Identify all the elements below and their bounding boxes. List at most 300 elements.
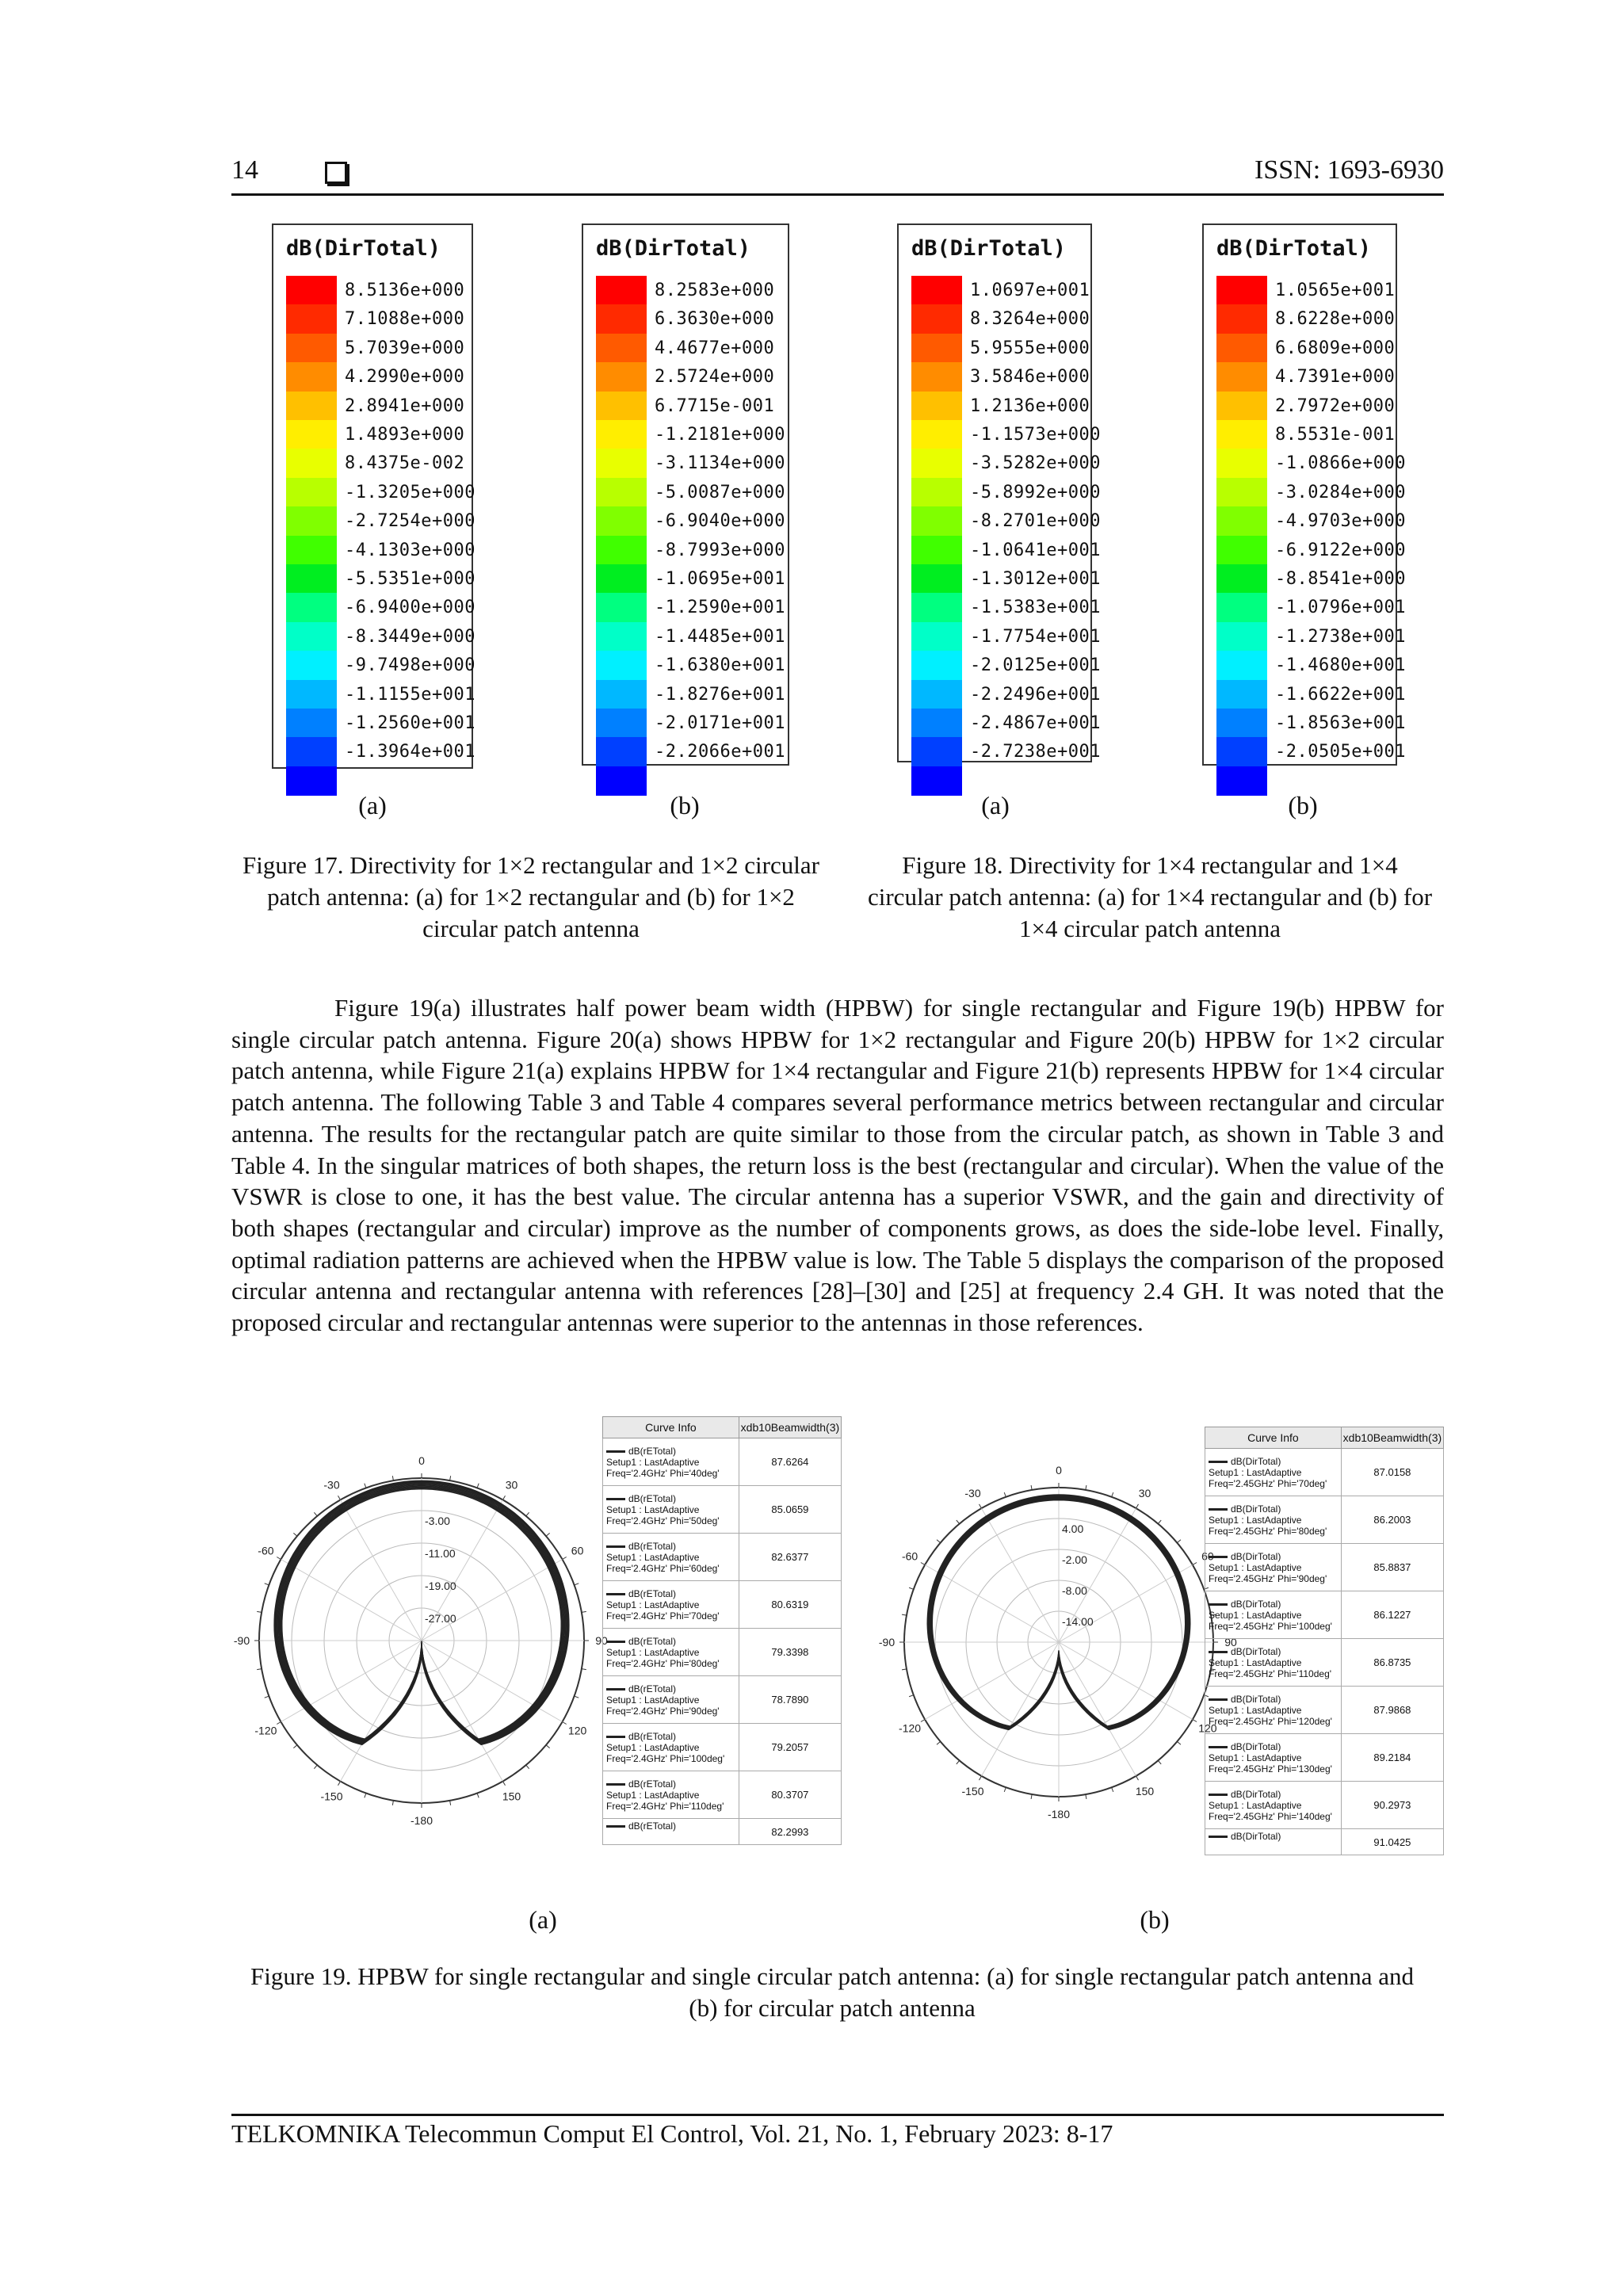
legend-color-band (1216, 593, 1267, 622)
directivity-legend-18b (1202, 223, 1406, 766)
curve-info-line: Setup1 : LastAdaptive (606, 1646, 700, 1658)
curve-info-cell (1205, 1829, 1342, 1855)
curve-info-line: Setup1 : LastAdaptive (1209, 1704, 1302, 1716)
polar-angle-label: -180 (1047, 1808, 1071, 1820)
legend-color-band (596, 276, 647, 305)
polar-tick (477, 1794, 479, 1798)
polar-angle-label: 150 (1135, 1784, 1155, 1797)
curve-info-line: dB(rETotal) (628, 1492, 677, 1504)
curve-line-swatch (1209, 1556, 1228, 1558)
legend-color-band (911, 506, 962, 536)
table-row (603, 1771, 842, 1819)
beamwidth-value: 85.8837 (1341, 1544, 1443, 1591)
polar-grid-spoke (341, 1499, 422, 1641)
polar-grid-spoke (422, 1641, 563, 1722)
legend-color-band (596, 392, 647, 421)
curve-info-line: dB(DirTotal) (1231, 1831, 1281, 1842)
curve-info-line: dB(rETotal) (628, 1445, 677, 1457)
legend-value-label: -5.0087e+000 (655, 482, 785, 502)
polar-tick (980, 1504, 982, 1508)
curve-line-swatch (1209, 1651, 1228, 1653)
polar-ring-label: -19.00 (425, 1580, 456, 1592)
legend-value-label: 2.8941e+000 (345, 395, 465, 416)
polar-angle-label: 120 (567, 1724, 587, 1737)
polar-tick (265, 1696, 269, 1698)
polar-tick (365, 1794, 366, 1798)
curve-line-swatch (1209, 1603, 1228, 1606)
directivity-legend-18a (897, 223, 1101, 762)
table-row (1205, 1829, 1444, 1855)
curve-info-cell (603, 1581, 739, 1629)
polar-angle-label: -150 (961, 1784, 984, 1797)
polar-tick (1193, 1720, 1197, 1722)
legend-color-band (1216, 392, 1267, 421)
polar-tick (1158, 1760, 1161, 1764)
legend-color-band (911, 651, 962, 680)
polar-tick (450, 1476, 451, 1480)
figure-19-caption: Figure 19. HPBW for single rectangular and single circular patch antenna: (a) for single rectangular patch antenna and (b) for circular patch antenna (250, 1962, 1414, 2022)
curve-info-cell (1205, 1496, 1342, 1544)
legend-value-label: 8.3264e+000 (970, 309, 1090, 330)
footer-rule (231, 2114, 1444, 2116)
polar-plot-a (233, 1411, 608, 1870)
polar-angle-label: 0 (1056, 1464, 1062, 1477)
legend-value-label: 4.7391e+000 (1275, 367, 1396, 388)
table-row (1205, 1687, 1444, 1734)
legend-color-band (286, 766, 337, 796)
polar-angle-label: -120 (899, 1721, 922, 1735)
curve-line-swatch (606, 1545, 625, 1548)
legend-value-label: -1.3012e+001 (970, 569, 1101, 589)
curve-line-swatch (606, 1641, 625, 1643)
legend-color-band (911, 622, 962, 651)
curve-info-line: Setup1 : LastAdaptive (606, 1789, 700, 1801)
polar-tick (921, 1563, 925, 1565)
polar-ring-label: -27.00 (425, 1612, 456, 1625)
curve-line-swatch (606, 1450, 625, 1453)
polar-tick (314, 1765, 317, 1769)
polar-tick (1136, 1504, 1139, 1508)
polar-angle-label: -90 (878, 1636, 896, 1648)
legend-value-label: -2.2066e+001 (655, 742, 785, 762)
polar-tick (582, 1611, 586, 1612)
legend-color-band (1216, 276, 1267, 305)
legend-value-label: 6.6809e+000 (1275, 338, 1396, 358)
beamwidth-value: 86.8735 (1341, 1639, 1443, 1687)
legend-color-band (596, 737, 647, 766)
curve-info-line: dB(rETotal) (628, 1587, 677, 1599)
curve-info-line: dB(rETotal) (628, 1820, 677, 1832)
curve-info-line: dB(DirTotal) (1231, 1788, 1281, 1800)
legend-value-label: -6.9400e+000 (345, 598, 475, 618)
sublabel-18b: (b) (1288, 791, 1318, 819)
legend-value-label: -1.8276e+001 (655, 684, 785, 705)
legend-value-label: 7.1088e+000 (345, 309, 465, 330)
polar-tick (980, 1776, 982, 1780)
polar-tick (1004, 1787, 1006, 1792)
legend-value-label: -3.1134e+000 (655, 453, 785, 474)
legend-color-band (596, 536, 647, 565)
legend-value-label: -8.3449e+000 (345, 626, 475, 647)
legend-value-label: -1.3964e+001 (345, 742, 475, 762)
legend-color-band (286, 420, 337, 449)
sublabel-19b: (b) (1140, 1905, 1170, 1934)
legend-value-label: 1.4893e+000 (345, 425, 465, 445)
curve-line-swatch (606, 1593, 625, 1595)
polar-tick (1193, 1563, 1197, 1565)
beamwidth-value: 79.2057 (739, 1724, 841, 1771)
legend-color-band (596, 420, 647, 449)
curve-info-cell (603, 1629, 739, 1676)
curve-info-line: dB(rETotal) (628, 1540, 677, 1552)
table-header-curve-info: Curve Info (1205, 1427, 1342, 1449)
legend-color-band (911, 680, 962, 709)
curve-info-line: Freq='2.4GHz' Phi='110deg' (606, 1800, 724, 1812)
legend-value-label: -2.0171e+001 (655, 713, 785, 733)
legend-value-label: 4.4677e+000 (655, 338, 775, 358)
legend-value-label: -2.0125e+001 (970, 655, 1101, 676)
legend-value-label: 3.5846e+000 (970, 367, 1090, 388)
legend-color-band (596, 449, 647, 478)
legend-color-band (596, 766, 647, 796)
legend-value-label: -4.1303e+000 (345, 540, 475, 560)
curve-line-swatch (1209, 1698, 1228, 1701)
polar-tick (563, 1722, 567, 1725)
curve-info-line: Freq='2.45GHz' Phi='110deg' (1209, 1668, 1332, 1679)
legend-value-label: -1.1573e+000 (970, 425, 1101, 445)
beamwidth-value: 89.2184 (1341, 1734, 1443, 1782)
polar-ring-label: -3.00 (425, 1515, 450, 1527)
legend-value-label: 4.2990e+000 (345, 367, 465, 388)
beamwidth-value: 82.2993 (739, 1819, 841, 1845)
curve-info-cell (1205, 1591, 1342, 1639)
legend-value-label: 8.5136e+000 (345, 281, 465, 300)
curve-line-swatch (1209, 1746, 1228, 1748)
curve-info-line: Freq='2.4GHz' Phi='80deg' (606, 1657, 720, 1669)
legend-color-band (1216, 304, 1267, 334)
legend-value-label: 8.5531e-001 (1275, 425, 1396, 445)
legend-color-band (911, 478, 962, 507)
table-row (1205, 1449, 1444, 1496)
table-row (603, 1486, 842, 1534)
beamwidth-value: 79.3398 (739, 1629, 841, 1676)
legend-value-label: -1.0796e+001 (1275, 598, 1406, 618)
polar-tick (1136, 1776, 1139, 1780)
legend-value-label: 2.5724e+000 (655, 367, 775, 388)
legend-value-label: 5.9555e+000 (970, 338, 1090, 358)
beamwidth-value: 91.0425 (1341, 1829, 1443, 1855)
polar-grid-spoke (1059, 1642, 1136, 1776)
polar-tick (563, 1557, 567, 1560)
polar-tick (546, 1533, 550, 1536)
page-header (231, 155, 1444, 193)
legend-color-band (911, 737, 962, 766)
legend-value-label: -2.0505e+001 (1275, 742, 1406, 762)
polar-angle-label: -30 (964, 1487, 981, 1500)
polar-tick (575, 1584, 579, 1585)
curve-info-line: dB(rETotal) (628, 1683, 677, 1694)
polar-angle-label: 120 (1198, 1721, 1217, 1735)
polar-tick (937, 1540, 941, 1543)
polar-tick (902, 1614, 907, 1615)
beamwidth-value: 87.9868 (1341, 1687, 1443, 1734)
legend-color-band (1216, 622, 1267, 651)
legend-value-label: -6.9122e+000 (1275, 540, 1406, 560)
polar-tick (293, 1533, 297, 1536)
polar-angle-label: -180 (410, 1814, 433, 1827)
table-row (1205, 1591, 1444, 1639)
curve-line-swatch (606, 1498, 625, 1500)
legend-color-band (596, 506, 647, 536)
curve-info-line: Freq='2.4GHz' Phi='50deg' (606, 1515, 720, 1526)
legend-color-band (286, 709, 337, 738)
legend-color-band (911, 362, 962, 392)
page-number: 14 (231, 155, 258, 185)
curve-info-cell (1205, 1782, 1342, 1829)
beamwidth-value: 90.2973 (1341, 1782, 1443, 1829)
curve-info-line: Freq='2.4GHz' Phi='40deg' (606, 1467, 720, 1479)
polar-tick (1158, 1520, 1161, 1524)
legend-title: dB(DirTotal) (596, 236, 751, 261)
legend-value-label: -1.0866e+000 (1275, 453, 1406, 474)
legend-color-band (286, 304, 337, 334)
table-row (1205, 1639, 1444, 1687)
curve-info-line: Setup1 : LastAdaptive (1209, 1752, 1302, 1763)
table-row (603, 1581, 842, 1629)
legend-value-label: -1.7754e+001 (970, 626, 1101, 647)
legend-value-label: 8.2583e+000 (655, 281, 775, 300)
figure-17-caption: Figure 17. Directivity for 1×2 rectangular and 1×2 circular patch antenna: (a) for 1×2 rectangular and (b) for 1×2 circular patch antenna (242, 851, 819, 942)
legend-color-band (286, 680, 337, 709)
legend-color-band (1216, 766, 1267, 796)
polar-angle-label: -30 (323, 1478, 340, 1492)
polar-tick (582, 1669, 586, 1670)
legend-color-band (911, 564, 962, 594)
curve-info-line: Setup1 : LastAdaptive (1209, 1514, 1302, 1526)
table-header-beamwidth: xdb10Beamwidth(3) (739, 1417, 841, 1438)
directivity-legend-17a (272, 223, 473, 769)
legend-value-label: 2.7972e+000 (1275, 395, 1396, 416)
polar-tick (503, 1496, 506, 1499)
polar-ring-label: -14.00 (1062, 1615, 1094, 1628)
legend-color-band (286, 334, 337, 363)
polar-angle-label: -60 (258, 1544, 274, 1557)
curve-info-line: Freq='2.4GHz' Phi='70deg' (606, 1610, 720, 1622)
polar-tick (526, 1512, 529, 1516)
footer-citation: TELKOMNIKA Telecommun Comput El Control, Vol. 21, No. 1, February 2023: 8-17 (231, 2119, 1113, 2148)
curve-info-line: Freq='2.45GHz' Phi='140deg' (1209, 1810, 1332, 1822)
legend-value-label: -3.5282e+000 (970, 453, 1101, 474)
polar-tick (909, 1695, 914, 1697)
curve-info-line: Setup1 : LastAdaptive (1209, 1609, 1302, 1621)
curve-line-swatch (606, 1736, 625, 1738)
curve-info-line: dB(DirTotal) (1231, 1645, 1281, 1657)
legend-color-band (286, 449, 337, 478)
legend-color-band (596, 709, 647, 738)
legend-color-band (286, 506, 337, 536)
curve-info-cell (603, 1534, 739, 1581)
sublabel-17a: (a) (358, 791, 387, 819)
polar-angle-label: 60 (1201, 1549, 1214, 1563)
curve-info-cell (603, 1771, 739, 1819)
polar-tick (365, 1484, 366, 1488)
table-row (1205, 1782, 1444, 1829)
polar-tick (1031, 1794, 1032, 1799)
legend-color-band (1216, 564, 1267, 594)
legend-value-label: 1.0565e+001 (1275, 281, 1396, 300)
polar-tick (937, 1741, 941, 1744)
table-row (603, 1819, 842, 1845)
legend-value-label: 1.0697e+001 (970, 281, 1090, 300)
curve-info-line: dB(rETotal) (628, 1635, 677, 1647)
curve-info-cell (603, 1819, 739, 1845)
beamwidth-value: 85.0659 (739, 1486, 841, 1534)
table-row (1205, 1496, 1444, 1544)
polar-tick (902, 1669, 907, 1670)
sublabel-18a: (a) (981, 791, 1010, 819)
beamwidth-value: 86.2003 (1341, 1496, 1443, 1544)
legend-color-band (911, 536, 962, 565)
legend-color-band (286, 362, 337, 392)
legend-value-label: 8.6228e+000 (1275, 309, 1396, 330)
curve-line-swatch (606, 1783, 625, 1786)
curve-info-cell (1205, 1687, 1342, 1734)
curve-info-line: Freq='2.4GHz' Phi='100deg' (606, 1752, 725, 1764)
curve-info-line: Setup1 : LastAdaptive (606, 1503, 700, 1515)
polar-angle-label: 90 (595, 1634, 608, 1647)
curve-line-swatch (1209, 1461, 1228, 1463)
legend-value-label: -9.7498e+000 (345, 655, 475, 676)
beamwidth-value: 80.3707 (739, 1771, 841, 1819)
curve-info-line: Freq='2.45GHz' Phi='70deg' (1209, 1477, 1327, 1489)
table-row (603, 1534, 842, 1581)
polar-tick (277, 1557, 281, 1560)
legend-color-band (1216, 651, 1267, 680)
legend-color-band (1216, 334, 1267, 363)
curve-info-line: Setup1 : LastAdaptive (606, 1551, 700, 1563)
legend-color-band (286, 564, 337, 594)
legend-value-label: 1.2136e+000 (970, 395, 1090, 416)
legend-value-label: -2.4867e+001 (970, 713, 1101, 733)
polar-tick (338, 1782, 341, 1786)
legend-color-band (911, 392, 962, 421)
polar-tick (1031, 1485, 1032, 1490)
polar-tick (1004, 1492, 1006, 1497)
curve-info-line: Freq='2.45GHz' Phi='80deg' (1209, 1525, 1327, 1537)
polar-tick (503, 1782, 506, 1786)
legend-color-band (596, 304, 647, 334)
legend-value-label: -6.9040e+000 (655, 511, 785, 532)
polar-grid-spoke (982, 1642, 1060, 1776)
legend-color-band (1216, 709, 1267, 738)
polar-tick (257, 1611, 262, 1612)
polar-tick (392, 1801, 393, 1805)
curve-line-swatch (606, 1825, 625, 1828)
legend-value-label: -8.7993e+000 (655, 540, 785, 560)
curve-info-cell (1205, 1734, 1342, 1782)
curve-line-swatch (1209, 1508, 1228, 1511)
beamwidth-value: 87.6264 (739, 1438, 841, 1486)
polar-grid-spoke (925, 1565, 1059, 1643)
curve-info-line: Setup1 : LastAdaptive (606, 1599, 700, 1610)
polar-tick (477, 1484, 479, 1488)
polar-ring-label: -2.00 (1062, 1553, 1087, 1566)
legend-value-label: -5.5351e+000 (345, 569, 475, 589)
legend-color-band (911, 334, 962, 363)
legend-value-label: 8.4375e-002 (345, 453, 465, 474)
legend-color-band (286, 622, 337, 651)
legend-value-label: -1.6622e+001 (1275, 684, 1406, 705)
polar-tick (392, 1476, 393, 1480)
polar-grid-spoke (422, 1641, 503, 1782)
beamwidth-value: 80.6319 (739, 1581, 841, 1629)
legend-value-label: -1.1155e+001 (345, 684, 475, 705)
polar-angle-label: 30 (1138, 1487, 1151, 1500)
polar-tick (257, 1669, 262, 1670)
legend-value-label: -1.3205e+000 (345, 482, 475, 502)
curve-info-line: dB(rETotal) (628, 1778, 677, 1790)
legend-color-band (596, 334, 647, 363)
legend-value-label: -3.0284e+000 (1275, 482, 1406, 502)
legend-color-band (911, 276, 962, 305)
legend-title: dB(DirTotal) (286, 236, 441, 261)
legend-value-label: -1.0695e+001 (655, 569, 785, 589)
curve-line-swatch (1209, 1794, 1228, 1796)
polar-grid-spoke (281, 1641, 422, 1722)
polar-angle-label: 0 (418, 1454, 425, 1467)
legend-color-band (286, 651, 337, 680)
polar-angle-label: 90 (1224, 1636, 1237, 1648)
figure-18-caption: Figure 18. Directivity for 1×4 rectangular and 1×4 circular patch antenna: (a) for 1×4 rectangular and (b) for 1×4 circular patch antenna (867, 851, 1433, 942)
polar-tick (575, 1696, 579, 1698)
legend-value-label: -1.5383e+001 (970, 598, 1101, 618)
legend-value-label: -4.9703e+000 (1275, 511, 1406, 532)
table-row (1205, 1734, 1444, 1782)
curve-info-line: dB(DirTotal) (1231, 1740, 1281, 1752)
curve-info-line: dB(rETotal) (628, 1730, 677, 1742)
curve-info-line: Setup1 : LastAdaptive (1209, 1656, 1302, 1668)
curve-info-cell (603, 1676, 739, 1724)
curve-info-line: Setup1 : LastAdaptive (606, 1741, 700, 1753)
polar-angle-label: -90 (233, 1634, 250, 1647)
polar-angle-label: 60 (571, 1544, 584, 1557)
legend-color-band (1216, 680, 1267, 709)
table-row (603, 1724, 842, 1771)
polar-plot-b (878, 1411, 1237, 1870)
legend-color-band (286, 276, 337, 305)
legend-color-band (1216, 449, 1267, 478)
polar-tick (1177, 1540, 1181, 1543)
curve-info-cell (1205, 1449, 1342, 1496)
legend-color-band (286, 737, 337, 766)
curve-info-line: dB(DirTotal) (1231, 1693, 1281, 1705)
polar-tick (293, 1745, 297, 1748)
curve-info-cell (1205, 1639, 1342, 1687)
issn: ISSN: 1693-6930 (1254, 155, 1444, 185)
table-header-curve-info: Curve Info (603, 1417, 739, 1438)
polar-angle-label: -60 (901, 1549, 918, 1563)
beamwidth-value: 87.0158 (1341, 1449, 1443, 1496)
legend-value-label: -1.0641e+001 (970, 540, 1101, 560)
curve-info-line: Setup1 : LastAdaptive (606, 1694, 700, 1706)
curve-info-line: Freq='2.45GHz' Phi='100deg' (1209, 1620, 1332, 1632)
square-bullet-icon (325, 162, 347, 184)
legend-color-band (911, 593, 962, 622)
header-rule (231, 193, 1444, 196)
legend-color-band (911, 709, 962, 738)
legend-color-band (911, 449, 962, 478)
curve-line-swatch (1209, 1836, 1228, 1838)
